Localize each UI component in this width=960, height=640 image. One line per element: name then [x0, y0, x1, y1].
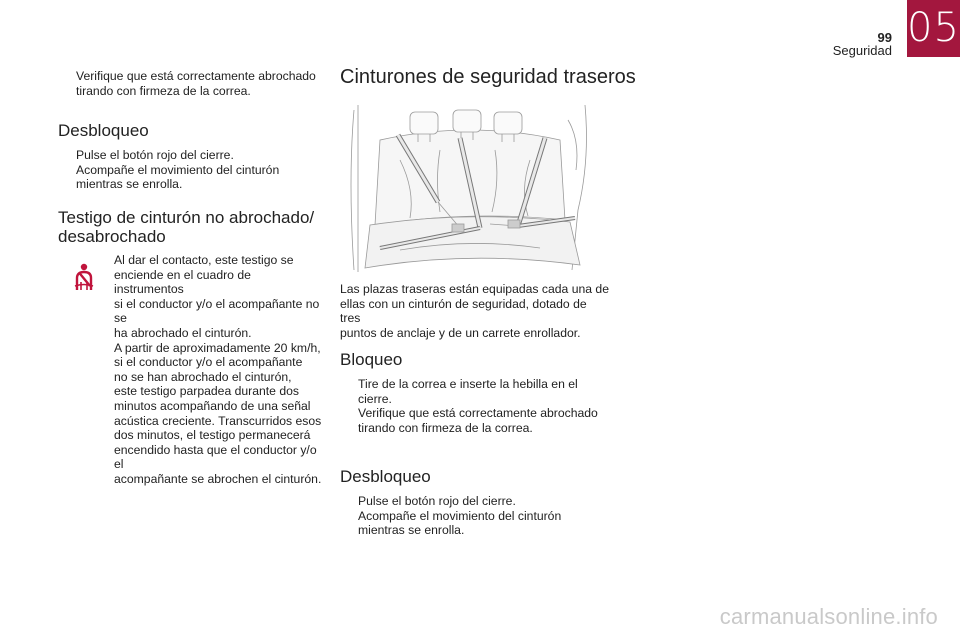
chapter-tab: 05 [907, 0, 960, 57]
page-title: Cinturones de seguridad traseros [340, 66, 636, 88]
list-item: Pulse el botón rojo del cierre. [76, 148, 234, 162]
right-unlock-heading: Desbloqueo [340, 467, 431, 486]
list-item: Verifique que está correctamente abrochado tirando con firmeza de la correa. [358, 406, 598, 435]
list-item: Pulse el botón rojo del cierre. [358, 494, 516, 508]
lock-heading: Bloqueo [340, 350, 403, 369]
watermark: carmanualsonline.info [719, 604, 938, 629]
left-unlock-list [58, 148, 328, 192]
section-title: Seguridad [832, 43, 892, 58]
list-item: Acompañe el movimiento del cinturón mientras se enrolla. [358, 508, 562, 538]
left-unlock-heading: Desbloqueo [58, 121, 149, 140]
left-intro [58, 69, 328, 98]
list-item: Verifique que está correctamente abrochado tirando con firmeza de la correa. [76, 69, 316, 98]
page-number: 99 [877, 30, 892, 45]
rear-seatbelts-illustration [340, 100, 602, 276]
warning-heading: Testigo de cinturón no abrochado/ desabrochado [58, 208, 315, 246]
seatbelt-warning-icon [70, 262, 98, 292]
rear-belts-description: Las plazas traseras están equipadas cada una de ellas con un cinturón de seguridad, dotado de tres puntos de anclaje y de un carrete enrollador. [340, 282, 609, 340]
list-item: Tire de la correa e inserte la hebilla en el cierre. [358, 377, 578, 406]
lock-list [340, 377, 610, 435]
warning-text: Al dar el contacto, este testigo se enciende en el cuadro de instrumentos si el conductor y/o el acompañante no se ha abrochado el cinturón. A partir de aproximadamente 20 km/h, si el conductor y/o el acompañante no se han abrochado el cinturón, este testigo parpadea durante dos minutos acompañando de una señal acústica creciente. Transcurridos esos dos minutos, el testigo permanecerá encendido hasta que el conductor y/o el acompañante se abrochen el cinturón. [114, 253, 322, 486]
list-item: Acompañe el movimiento del cinturón mientras se enrolla. [76, 162, 280, 192]
right-unlock-list [340, 494, 610, 538]
